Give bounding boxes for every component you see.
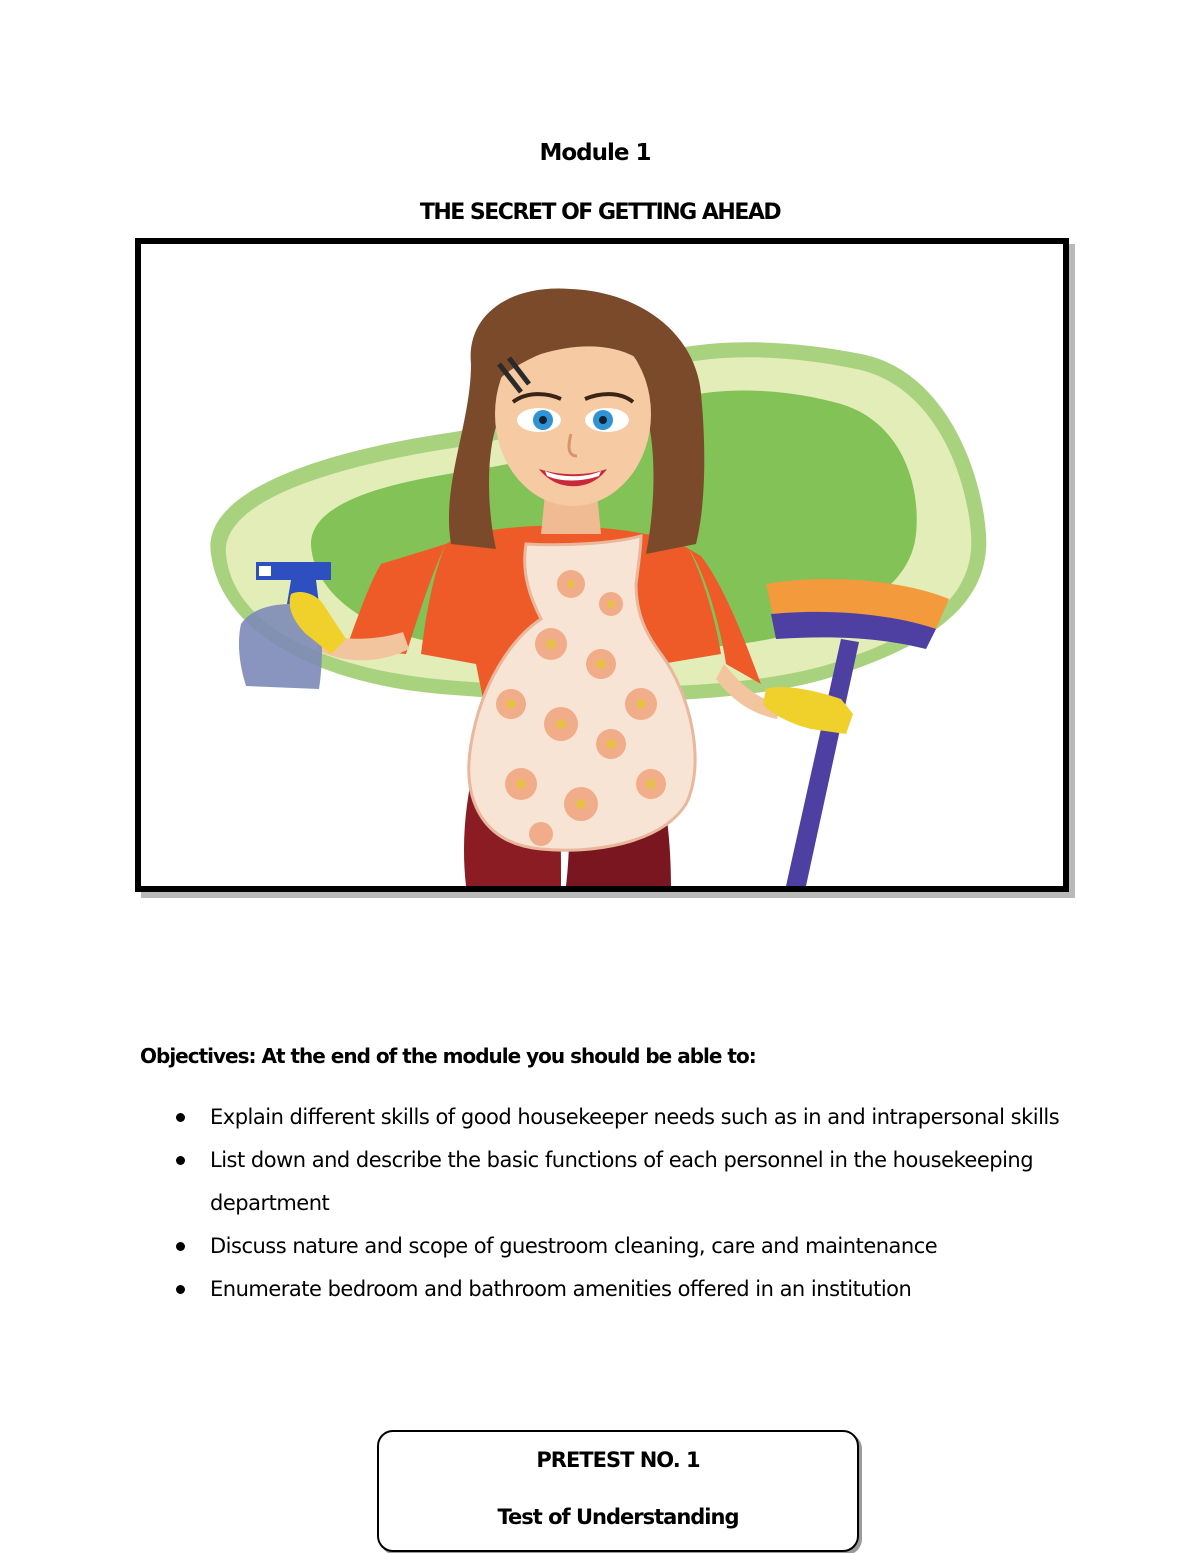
bullet-icon (176, 1285, 185, 1294)
pretest-subtitle: Test of Understanding (497, 1505, 739, 1529)
objective-item: Explain different skills of good housekeeper needs such as in and intrapersonal skills (172, 1096, 1072, 1139)
objective-item: Enumerate bedroom and bathroom amenities offered in an institution (172, 1268, 1072, 1311)
module-heading: Module 1 (539, 140, 651, 166)
objective-item: Discuss nature and scope of guestroom cleaning, care and maintenance (172, 1225, 1072, 1268)
bullet-icon (176, 1113, 185, 1122)
pupil-left (539, 416, 547, 424)
objectives-list (172, 1096, 1072, 1311)
module-title: THE SECRET OF GETTING AHEAD (419, 200, 781, 225)
broom (766, 579, 949, 886)
bullet-icon (176, 1242, 185, 1251)
pupil-right (599, 416, 607, 424)
pretest-box (377, 1430, 859, 1552)
objective-item: List down and describe the basic functions of each personnel in the housekeeping department (172, 1139, 1072, 1225)
bullet-icon (176, 1156, 185, 1165)
housekeeper-illustration (141, 244, 1063, 886)
illustration-frame (135, 238, 1069, 892)
pretest-title: PRETEST NO. 1 (536, 1448, 700, 1472)
objectives-heading: Objectives: At the end of the module you should be able to: (140, 1044, 756, 1068)
